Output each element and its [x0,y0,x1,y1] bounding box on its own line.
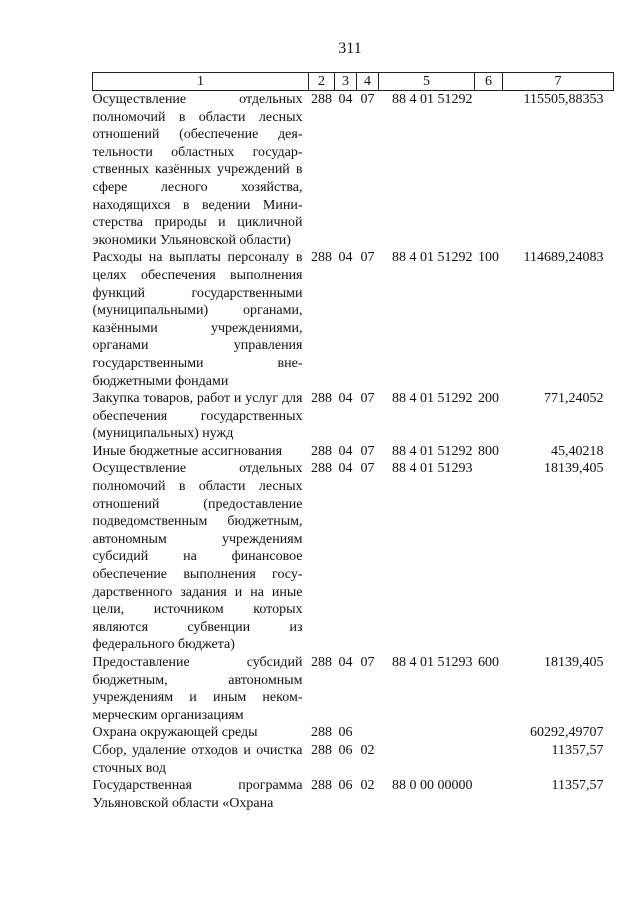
row-section-code: 06 [338,778,353,794]
row-expense-type: 200 [478,391,499,407]
row-expense-type: 600 [478,655,499,670]
row-ministry-code: 288 [311,391,332,407]
row-name: Осуществление отдельных полномочий в области лесных отношений (обеспечение деятельности областных государственных казённых учреждений в сфере лесного хозяйства, находящихся в ведении Министерства природы и цикличной экономики Ульяновской области) [92,92,303,248]
row-expense-type [475,742,503,777]
table-row [93,249,614,390]
row-subsection-code: 07 [360,250,375,266]
row-expense-type [475,777,503,812]
row-subsection-code [357,724,379,742]
row-section-code: 04 [338,391,353,407]
row-amount: 114689,24083 [523,250,604,266]
row-amount: 18139,405 [544,655,604,670]
row-ministry-code: 288 [311,778,332,794]
row-name: Предоставление субсидий бюджетным, автономным учреждениям и иным некоммерческим организациям [92,655,303,723]
row-target-code: 88 4 01 51292 [392,391,473,407]
row-ministry-code: 288 [311,443,332,459]
row-target-code: 88 0 00 00000 [392,778,473,794]
row-name: Осуществление отдельных полномочий в области лесных отношений (предоставление подведомственным бюджетным, автономным учреждениям субсидий на финансовое обеспечение выполнения государственного задания и на иные цели, источником которых являются субвенции из федерального бюджета) [92,461,303,653]
row-section-code: 04 [338,92,353,107]
header-col-3: 3 [335,73,357,91]
row-name: Охрана окружающей среды [92,725,258,741]
row-subsection-code: 07 [360,92,375,107]
row-expense-type [475,724,503,742]
row-section-code: 04 [338,250,353,266]
table-row [93,777,614,812]
header-col-6: 6 [475,73,503,91]
row-ministry-code: 288 [311,250,332,266]
row-target-code [379,724,475,742]
table-body [93,91,614,813]
row-amount: 771,24052 [544,391,604,407]
row-ministry-code: 288 [311,655,332,670]
table-row [93,390,614,443]
table-row [93,742,614,777]
table-row [93,460,614,654]
row-target-code [379,742,475,777]
row-expense-type [475,91,503,250]
row-section-code: 04 [338,461,353,477]
row-amount: 11357,57 [551,742,604,758]
row-ministry-code: 288 [311,742,332,758]
row-name: Иные бюджетные ассигнования [92,443,283,459]
header-col-2: 2 [309,73,335,91]
table-header [93,73,614,91]
row-subsection-code: 07 [360,391,375,407]
row-target-code: 88 4 01 51293 [392,461,473,477]
row-name: Сбор, удаление отходов и очистка сточных вод [92,742,303,776]
header-row [93,73,614,91]
row-section-code: 06 [338,742,353,758]
row-amount: 60292,49707 [530,725,604,741]
row-target-code: 88 4 01 51293 [392,655,473,670]
row-expense-type: 800 [478,443,499,459]
row-amount: 18139,405 [544,461,604,477]
row-expense-type [475,460,503,654]
header-col-1: 1 [93,73,309,91]
row-amount: 45,40218 [551,443,604,459]
row-target-code: 88 4 01 51292 [392,443,473,459]
page-number: 311 [338,40,362,57]
row-subsection-code: 07 [360,461,375,477]
header-col-7: 7 [503,73,614,91]
table-row [93,724,614,742]
table-row [93,654,614,724]
table-row [93,443,614,461]
row-amount: 115505,88353 [523,92,604,107]
row-subsection-code: 02 [360,778,375,794]
row-ministry-code: 288 [311,92,332,107]
row-section-code: 04 [338,443,353,459]
row-name: Закупка товаров, работ и услуг для обеспечения государственных (муниципальных) нужд [92,391,303,442]
row-name: Государственная программа Ульяновской области «Охрана [92,778,303,811]
row-target-code: 88 4 01 51292 [392,250,473,266]
row-subsection-code: 02 [360,742,375,758]
row-expense-type: 100 [478,250,499,266]
budget-table [92,72,614,812]
row-ministry-code: 288 [311,725,332,741]
header-col-4: 4 [357,73,379,91]
row-name: Расходы на выплаты персоналу в целях обеспечения выполнения функций государственными (муниципальными) органами, казёнными учреждениями, органами управления государственными внебюджетными фондами [92,250,303,389]
header-col-5: 5 [379,73,475,91]
row-section-code: 04 [338,655,353,670]
row-ministry-code: 288 [311,461,332,477]
table-row [93,91,614,250]
row-section-code: 06 [338,725,353,741]
row-amount: 11357,57 [551,778,604,794]
row-subsection-code: 07 [360,655,375,670]
row-target-code: 88 4 01 51292 [392,92,473,107]
row-subsection-code: 07 [360,443,375,459]
